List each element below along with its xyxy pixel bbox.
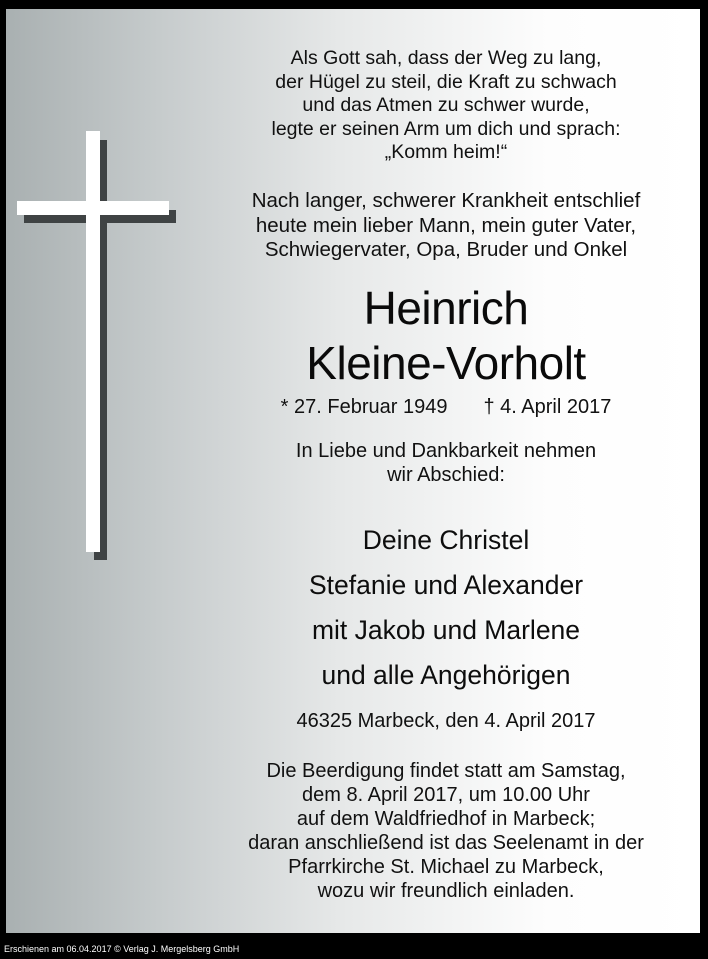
farewell-text <box>186 439 706 487</box>
funeral-line: daran anschließend ist das Seelenamt in der <box>248 832 644 854</box>
place-date: 46325 Marbeck, den 4. April 2017 <box>296 710 596 732</box>
poem-line: legte er seinen Arm um dich und sprach: <box>271 117 621 140</box>
mourner-line: und alle Angehörigen <box>321 660 571 690</box>
poem-line: der Hügel zu steil, die Kraft zu schwach <box>275 70 617 93</box>
mourner-line: mit Jakob und Marlene <box>311 615 581 645</box>
poem-line: „Komm heim!“ <box>384 141 508 163</box>
funeral-line: Die Beerdigung findet statt am Samstag, <box>266 760 626 782</box>
first-name: Heinrich <box>363 282 529 334</box>
life-dates <box>186 395 706 419</box>
announcement-line: Schwiegervater, Opa, Bruder und Onkel <box>264 238 628 261</box>
poem-line: und das Atmen zu schwer wurde, <box>302 94 590 116</box>
poem <box>186 47 706 165</box>
cross-beam-horizontal <box>17 201 169 215</box>
publication-footer: Erschienen am 06.04.2017 © Verlag J. Mergelsberg GmbH <box>4 944 240 954</box>
poem-line: Als Gott sah, dass der Weg zu lang, <box>290 47 602 69</box>
farewell-line: In Liebe und Dankbarkeit nehmen <box>295 440 597 462</box>
death-announcement <box>186 189 706 263</box>
mourners-list <box>186 518 706 698</box>
funeral-line: wozu wir freundlich einladen. <box>317 880 575 902</box>
funeral-line: auf dem Waldfriedhof in Marbeck; <box>296 808 596 830</box>
funeral-line: Pfarrkirche St. Michael zu Marbeck, <box>288 856 604 878</box>
deceased-name <box>186 281 706 391</box>
mourner-line: Deine Christel <box>362 525 530 555</box>
announcement-line: Nach langer, schwerer Krankheit entschlief <box>251 189 641 212</box>
birth-date: * 27. Februar 1949 <box>280 396 448 418</box>
last-name: Kleine-Vorholt <box>306 337 586 389</box>
announcement-line: heute mein lieber Mann, mein guter Vater, <box>255 213 637 237</box>
mourner-line: Stefanie und Alexander <box>308 570 584 600</box>
funeral-line: dem 8. April 2017, um 10.00 Uhr <box>302 784 590 806</box>
death-date: † 4. April 2017 <box>483 396 612 418</box>
funeral-details <box>186 759 706 903</box>
cross-beam-vertical <box>86 131 100 552</box>
farewell-line: wir Abschied: <box>387 464 505 486</box>
